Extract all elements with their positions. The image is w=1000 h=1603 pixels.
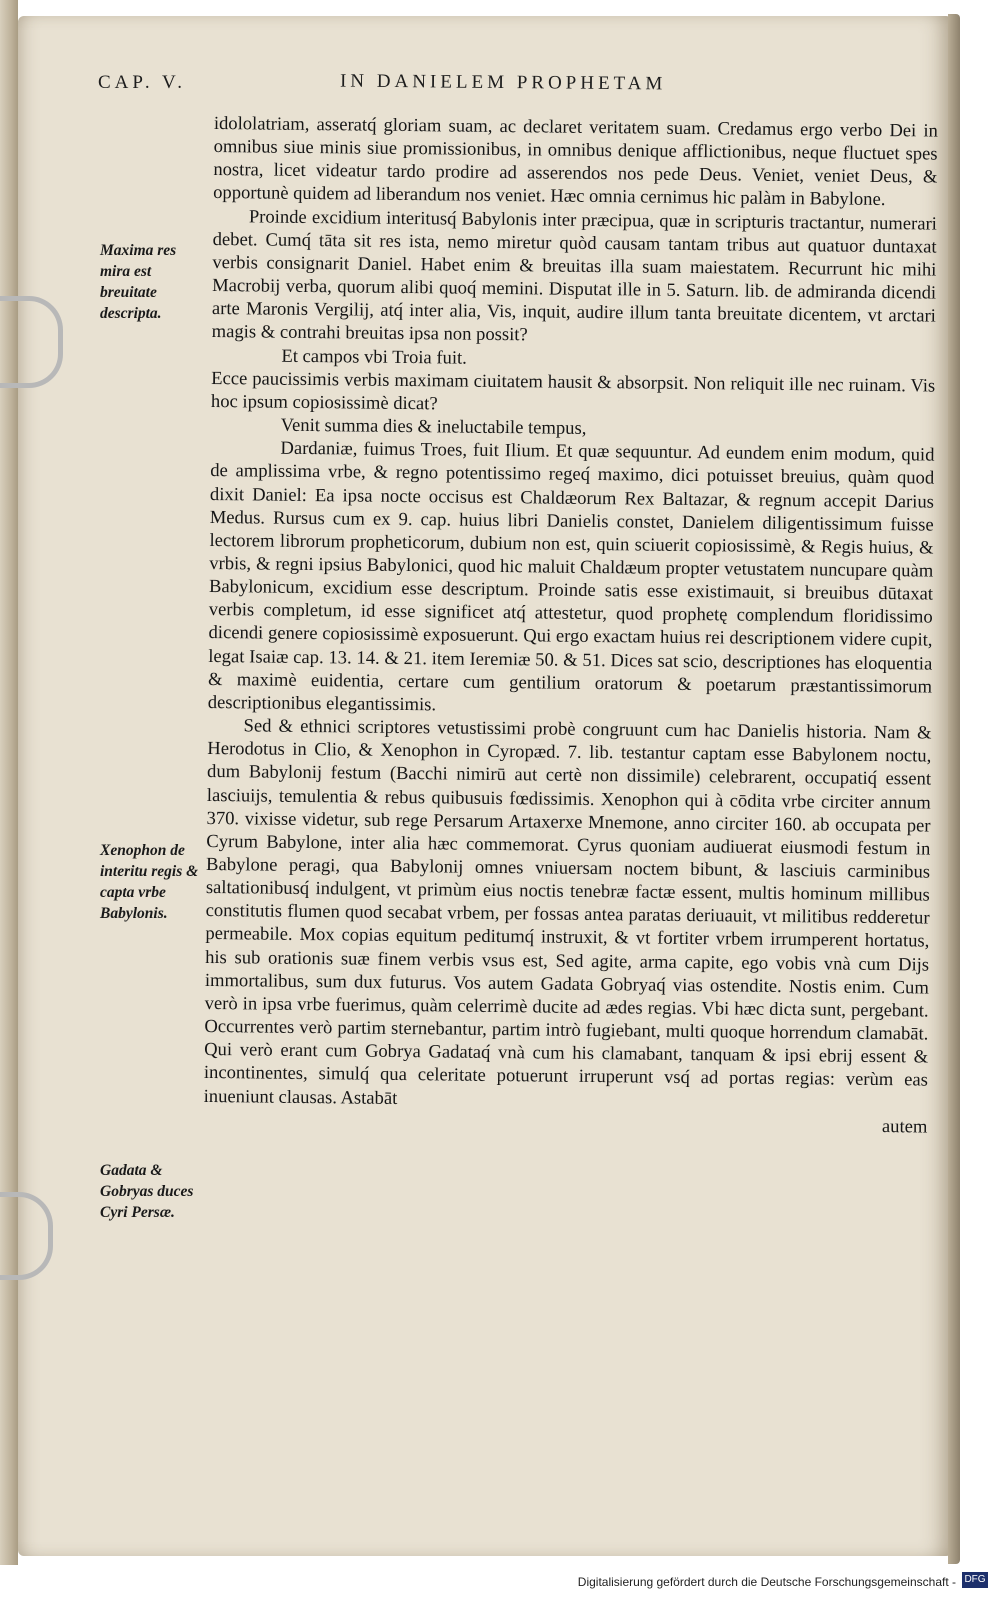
body-text xyxy=(203,112,938,1138)
running-head-chapter: CAP. V. xyxy=(98,72,187,93)
margin-note-2: Xenophon de interitu regis & capta vrbe Babylonis. xyxy=(100,842,199,922)
margin-note-1: Maxima res mira est breuitate descripta. xyxy=(100,242,177,322)
paragraph: Dardaniæ, fuimus Troes, fuit Ilium. Et quæ sequuntur. Ad eundem enim modum, quid de amplissima vrbe, & regno potentissimo regeq́ maximo, dici potuisset breuius, quàm quod dixit Daniel: Ea ipsa nocte occisus est Chaldæorum Rex Baltazar, & regnum accepit Darius Medus. Rursus cum ex 9. cap. huius libri Danielis constet, Danielem diligentissimum fuisse lectorem librorum propheticorum, dubium non est, quin sciuerit copiosissimè, & Regis huius, & vrbis, & regni ipsius Babylonici, quod hic maluit Chaldæum propter vetustatem nuncupare quàm Babylonicum, excidium esse descriptum. Proinde satis esse existimauit, si breuibus dūtaxat verbis completum, id esse significet atq́ attestetur, quod prophetę complendum floridissimo dicendi genere copiosissimè exposuerunt. Qui ergo exactam huius rei descriptionem videre cupit, legat Isaiæ cap. 13. 14. & 21. item Ieremiæ 50. & 51. Dices sat scio, descriptiones has eloquentia & maximè euidentia, certare cum gentilium oratorum & poetarum præstantissimorum descriptionibus elegantissimis. xyxy=(207,437,935,716)
verse-line: Venit summa dies & ineluctabile tempus, xyxy=(280,414,587,439)
margin-note-3: Gadata & Gobryas duces Cyri Persæ. xyxy=(100,1162,194,1221)
paragraph: Sed & ethnici scriptores vetustissimi probè congruunt cum hac Danielis historia. Nam & Herodotus in Clio, & Xenophon in Cyropæd. 7. lib. testantur captam esse Babylonem noctu, dum Babylonij festum (Bacchi nimirū aut certè non dissimile) celebrarent, occupatiq́ essent lasciuijs, temulentia & rebus quibusuis fœdissimis. Xenophon qui à cōdita vrbe circiter annum 370. vixisse videtur, sub rege Persarum Artaxerxe Mnemone, anno circiter 160. ab occupata per Cyrum Babylone, inter alia hæc commemorat. Cyrus quoniam audiuerat eiusmodi festum in Babylone peragi, qua Babylonij omnes vniuersam noctem bibunt, & lasciuis carminibus saltationibusq́ indulgent, vt primùm eius noctis tenebræ factæ essent, multis hominum millibus constitutis flumen quod secabat vrbem, per fossas antea paratas deriuauit, vt militibus redderetur permeabile. Mox copias equitum peditumq́ instruxit, & vt fortiter vrbem irrumperent hortatus, his sub orationis suæ finem verbis vsus est, Sed agite, arma capite, ego vobis vnà cum Dijs immortalibus, sum dux futurus. Vos autem Gadata Gobryaq́ vias ostendite. Nostis enim. Cum verò in ipsa vrbe fuerimus, quàm celerrimè ducite ad ædes regias. Vbi hæc dicta sunt, pergebant. Occurrentes verò partim sternebantur, partim intrò fugiebant, multi quoque horrendum clamabāt. Qui verò erant cum Gobrya Gadataq́ vnà cum his clamabant, tanquam & ipsi ebrij essent & incontinentes, simulq́ qua celeritate potuerunt irruperunt vsq́ ad portas regias: verùm eas inueniunt clausas. Astabāt xyxy=(203,715,932,1109)
paragraph: Proinde excidium interitusq́ Babylonis inter præcipua, quæ in scripturis tractantur, numerari debet. Cumq́ tāta sit res ista, nemo miretur quòd causam tantam tribus aut quatuor duntaxat verbis consignarit Daniel. Habet enim & breuitas illa suam maiestatem. Recurrunt hic mihi Macrobij verba, quorum alibi quoq́ memini. Disputat ille in 5. Saturn. lib. de admiranda dicendi arte Maronis Vergilij, atq́ inter alia, Vis, inquit, audire illum tanta breuitate dicentem, vt arctari magis & contrahi breuitas ipsa non possit? xyxy=(211,205,937,346)
book-left-edge xyxy=(0,0,18,1603)
paragraph: Ecce paucissimis verbis maximam ciuitatem hausit & absorpsit. Non reliquit ille nec ruinam. Vis hoc ipsum copiosissimè dicat? xyxy=(210,367,936,415)
paragraph: idololatriam, asseratq́ gloriam suam, ac declaret veritatem suam. Credamus ergo verbo Dei in omnibus siue minis siue promissionibus, in omnibus denique afflictionibus, neque fluctuet spes nostra, licet videatur tardo prodire ad asserendos nos pede Deus. Veniet, veniet Deus, & opportunè quidem ad liberandum nos veniet. Hæc omnia cernimus hic palàm in Babylone. xyxy=(213,112,938,211)
funding-credit: Digitalisierung gefördert durch die Deutsche Forschungsgemeinschaft - xyxy=(577,1575,956,1589)
book-right-edge xyxy=(948,14,960,1564)
paper-clip-icon xyxy=(0,296,63,388)
dfg-logo: DFG xyxy=(962,1572,988,1588)
verse-line: Et campos vbi Troia fuit. xyxy=(281,345,467,369)
catchword: autem xyxy=(881,1115,928,1138)
paper-clip-icon xyxy=(0,1192,53,1280)
running-head-title: IN DANIELEM PROPHETAM xyxy=(339,70,667,95)
footer-bar xyxy=(0,1565,1000,1603)
